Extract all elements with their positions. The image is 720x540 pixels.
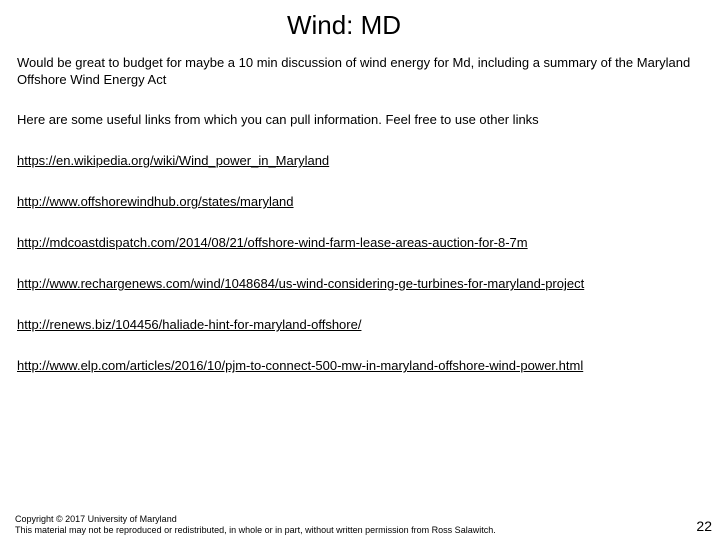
link-wikipedia-wind-power-maryland[interactable]: https://en.wikipedia.org/wiki/Wind_power_in_Maryland — [17, 153, 330, 168]
page-number: 22 — [696, 518, 712, 534]
link-elp-pjm-offshore[interactable]: http://www.elp.com/articles/2016/10/pjm-to-connect-500-mw-in-maryland-offshore-wind-power.html — [17, 358, 584, 373]
redistribution-notice: This material may not be reproduced or redistributed, in whole or in part, without written permission from Ross Salawitch. — [15, 525, 496, 535]
footer — [15, 514, 496, 536]
link-offshorewindhub-maryland[interactable]: http://www.offshorewindhub.org/states/maryland — [17, 194, 294, 209]
links-intro-paragraph: Here are some useful links from which you can pull information. Feel free to use other links — [17, 112, 539, 127]
slide-title: Wind: MD — [286, 10, 402, 40]
link-item — [17, 357, 707, 398]
link-item — [17, 152, 707, 193]
copyright-text: Copyright © 2017 University of Maryland — [15, 514, 177, 524]
link-rechargenews-us-wind[interactable]: http://www.rechargenews.com/wind/1048684/us-wind-considering-ge-turbines-for-maryland-project — [17, 276, 585, 291]
link-renews-haliade[interactable]: http://renews.biz/104456/haliade-hint-for-maryland-offshore/ — [17, 317, 362, 332]
link-item — [17, 316, 707, 357]
link-list — [17, 152, 707, 398]
intro-paragraph: Would be great to budget for maybe a 10 min discussion of wind energy for Md, including a summary of the Maryland Offshore Wind Energy Act — [17, 55, 691, 87]
link-item — [17, 275, 707, 316]
link-item — [17, 193, 707, 234]
link-item — [17, 234, 707, 275]
link-mdcoastdispatch-lease-auction[interactable]: http://mdcoastdispatch.com/2014/08/21/offshore-wind-farm-lease-areas-auction-for-8-7m — [17, 235, 528, 250]
